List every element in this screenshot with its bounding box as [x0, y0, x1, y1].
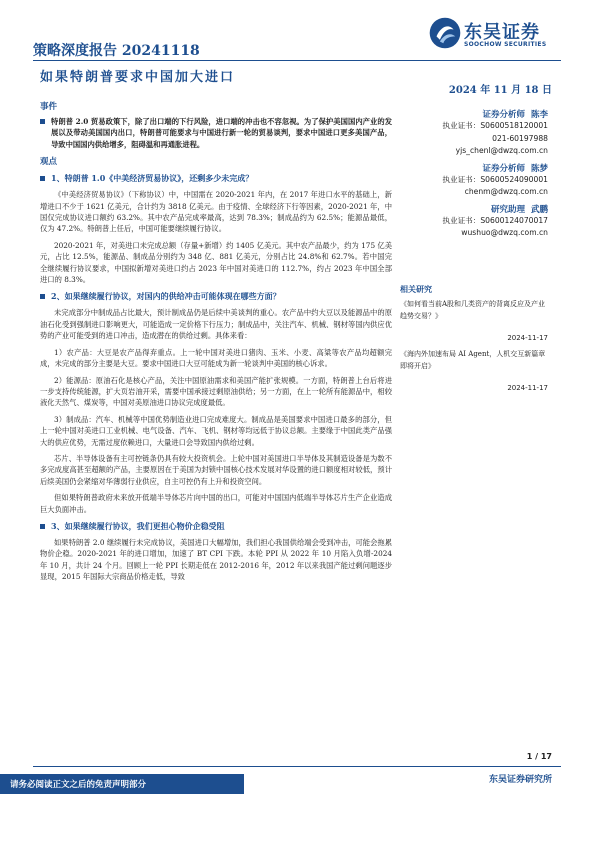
- footer-divider: [33, 766, 561, 767]
- soochow-logo-icon: [428, 16, 462, 50]
- analyst-email[interactable]: wushuo@dwzq.com.cn: [461, 228, 548, 237]
- related-item-title[interactable]: 《海内外加速布局 AI Agent，人机交互新篇章即将开启》: [400, 350, 546, 370]
- main-content: [40, 98, 392, 588]
- analyst-name: 武鹏: [530, 204, 548, 215]
- analyst-email[interactable]: yjs_chenl@dwzq.com.cn: [455, 146, 548, 155]
- analyst-panel: [408, 104, 548, 240]
- bullet-heading-1: [40, 173, 392, 184]
- paragraph: 1）农产品：大豆是农产品得弃重点。上一轮中国对美进口猪肉、玉米、小麦、高粱等农产品均超额完成，未完成的部分主要是大豆。要求中国进口大豆可能成为新一轮谈判中美国的核心诉求。: [40, 347, 392, 369]
- report-type: 策略深度报告 20241118: [33, 43, 200, 59]
- report-date: 2024 年 11 月 18 日: [448, 85, 552, 96]
- bullet-square-icon: [40, 119, 45, 124]
- paragraph: 3）制成品：汽车、机械等中国优势制造业进口完成难度大。制成品是美国要求中国进口最多的部分，但上一轮中国对美进口工业机械、电气设备、汽车、飞机、钢材等均远低于协议总额。主要缘于中国此类产品强大的供应优势，无需过度依赖进口，大量进口会导致国内供给过剩。: [40, 414, 392, 447]
- bullet-heading-3: [40, 521, 392, 532]
- title-divider: [33, 60, 561, 61]
- page-number: 1 / 17: [526, 752, 552, 761]
- event-paragraph: 特朗普 2.0 贸易政策下，除了出口端的下行风险，进口端的冲击也不容忽视。为了保护美国国内产业的发展以及带动美国国内出口，特朗普可能要求与中国进行新一轮的贸易谈判，要求中国进口更多美国产品，导致中国国内供给增多，阻碍温和再通胀进程。: [51, 117, 392, 149]
- analyst-name: 陈李: [530, 110, 548, 120]
- analyst-cert: 执业证书：S0600524090001: [442, 174, 548, 184]
- bullet-heading-2-text: 2、如果继续履行协议，对国内的供给冲击可能体现在哪些方面？: [51, 291, 281, 302]
- analyst-cert: 执业证书：S0600518120001: [442, 121, 548, 130]
- brand-name-en: SOOCHOW SECURITIES: [464, 41, 547, 48]
- analyst-role: 证券分析师 陈梦: [482, 163, 548, 174]
- bullet-square-icon: [40, 294, 45, 299]
- related-heading: 相关研究: [400, 284, 432, 294]
- analyst-cert: 执业证书：S0600124070017: [442, 215, 548, 225]
- paragraph: 未完成部分中制成品占比最大，预计制成品仍是后续中美谈判的重心。农产品中约大豆以及能源品中的原油石化受到强制进口影响更大，可能造成一定价格下行压力；制成品中，关注汽车、机械、钢材等国内供应优势的产业可能受到的进口冲击，造成潜在的供给过剩。具体来看：: [40, 308, 392, 341]
- bullet-heading-3-text: 3、如果继续履行协议，我们更担心物价企稳受阻: [51, 520, 225, 531]
- analyst-phone: 021-60197988: [492, 133, 548, 143]
- view-heading: 观点: [40, 157, 58, 168]
- paragraph: 2020-2021 年，对美进口未完成总额（存量+新增）约 1405 亿美元。其中农产品最少，约为 175 亿美元，占比 12.5%，能源品、制成品分别约为 348 亿、881 亿美元，分别占比 24.8%和 62.7%。若中国完全继续履行协议要求，中国拟新增对美进口约占 2023 年中国对美进口的 112.7%，约占 2023 年中国全部进口的 8.3%。: [40, 240, 392, 285]
- bullet-square-icon: [40, 524, 45, 529]
- paragraph: 2）能源品：原油石化是核心产品，关注中国原油需求和美国产能扩张规模。一方面，特朗普上台后将进一步支持传统能源，扩大页岩油开采，需要中国承接过剩原油供给；另一方面，在上一轮所有能源品中，相较液化天然气、煤炭等，中国对美原油进口协议完成度最低。: [40, 375, 392, 408]
- paragraph: 《中美经济贸易协议》（下称协议）中，中国需在 2020-2021 年内，在 2017 年进口水平的基础上，新增进口不少于 1621 亿美元，合计约为 3818 亿美元。由于疫情、全球经济下行等因素，2020-2021 年，中国仅完成协议进口额约 63.2%。其中农产品完成率最高，达到 78.3%；制成品约为 62.5%；能源品最低，仅为 47.2%。特朗普上任后，中国可能要继续履行协议。: [40, 190, 392, 234]
- page-title: 如果特朗普要求中国加大进口: [40, 70, 236, 85]
- bullet-square-icon: [40, 176, 45, 181]
- analyst-role: 证券分析师 陈李: [482, 110, 548, 120]
- related-item-date: 2024-11-17: [507, 334, 548, 342]
- brand-name: 东吴证券: [464, 22, 540, 43]
- bullet-heading-1-text: 1、特朗普 1.0《中美经济贸易协议》，还剩多少未完成？: [51, 173, 254, 184]
- paragraph: 芯片、半导体设备有主可控链条仍具有较大投资机会。上轮中国对美国进口半导体及其制造设备是为数不多完成度高甚至超额的产品，主要原因在于美国为封锁中国核心技术发展对华设置的进口额度相对较低，预计后续美国仍会紧缩对华薄弱行业供应，自主可控仍有上升和投资空间。: [40, 453, 392, 486]
- paragraph: 但如果特朗普政府未来放开低端半导体芯片向中国的出口，可能对中国国内低端半导体芯片生产企业造成巨大负面冲击。: [40, 493, 392, 514]
- footer-disclaimer-bar: [0, 774, 244, 794]
- analyst-name: 陈梦: [530, 163, 548, 174]
- footer-company: 东吴证券研究所: [488, 775, 552, 785]
- footer-disclaimer: 请务必阅读正文之后的免责声明部分: [10, 780, 147, 790]
- paragraph: 如果特朗普 2.0 继续履行未完成协议，美国进口大幅增加，我们担心我国供给端会受到冲击，可能会拖累物价企稳。2020-2021 年的进口增加，加速了 BT CPI 下跌。本轮 PPI 从 2022 年 10 月陷入负增-2024 年 10 月，共计 24 个月。回顾上一轮 PPI 长期走低在 2012-2016 年，2012 年以来我国产能过剩问题逐步显现，2015 年国际大宗商品价格走低，导致: [40, 537, 392, 582]
- analyst-email[interactable]: chenm@dwzq.com.cn: [464, 187, 548, 196]
- analyst-role: 研究助理 武鹏: [491, 204, 548, 215]
- event-block: [40, 116, 392, 150]
- bullet-heading-2: [40, 291, 392, 302]
- related-item-title[interactable]: 《如何看当前A股和几类资产的背离反应及产业趋势交易？》: [400, 300, 546, 320]
- event-heading: 事件: [40, 102, 58, 112]
- related-item-date: 2024-11-17: [507, 384, 548, 392]
